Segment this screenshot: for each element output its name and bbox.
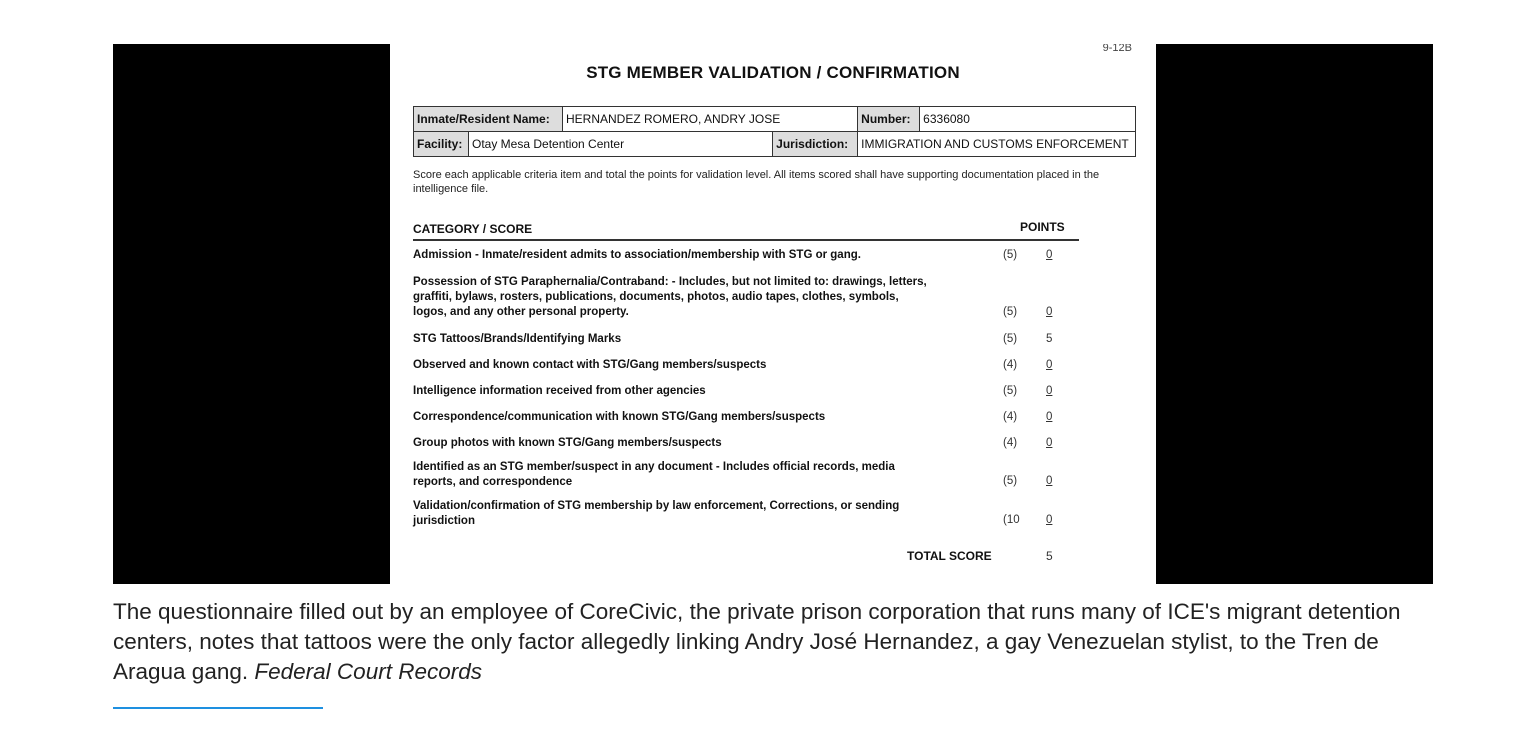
figure-image (113, 44, 1433, 584)
jurisdiction-value: IMMIGRATION AND CUSTOMS ENFORCEMENT (858, 132, 1136, 157)
criteria-score: 0 (1046, 359, 1053, 371)
criteria-score: 5 (1046, 333, 1053, 345)
number-label: Number: (858, 107, 920, 132)
facility-value: Otay Mesa Detention Center (472, 137, 625, 151)
criteria-row (413, 499, 1113, 530)
header-rule (413, 239, 1079, 241)
document-scan (390, 44, 1156, 584)
criteria-text: Possession of STG Paraphernalia/Contraband: - Includes, but not limited to: drawings, letters, graffiti, bylaws, rosters, publications, documents, photos, audio tapes, clothes, symbols, logos, and any other personal property. (413, 276, 927, 318)
faded-header-text (500, 44, 1060, 47)
document-title: STG MEMBER VALIDATION / CONFIRMATION (586, 63, 960, 82)
criteria-max-points: (5) (1003, 306, 1018, 318)
criteria-row (413, 275, 1113, 321)
criteria-row (413, 410, 1113, 426)
criteria-max-points: (4) (1003, 411, 1018, 423)
number-value: 6336080 (920, 107, 1136, 132)
instructions-text: Score each applicable criteria item and total the points for validation level. All items scored shall have supporting documentation placed in the intelligence file. (413, 169, 1100, 195)
name-label: Inmate/Resident Name: (414, 107, 563, 132)
criteria-text: Validation/confirmation of STG membership by law enforcement, Corrections, or sending jurisdiction (413, 500, 900, 527)
criteria-row (413, 384, 1113, 400)
criteria-score: 0 (1046, 437, 1053, 449)
photo-credit: Federal Court Records (254, 659, 482, 684)
criteria-row (413, 436, 1113, 452)
criteria-score: 0 (1046, 249, 1053, 261)
caption-accent-rule (113, 707, 323, 709)
criteria-max-points: (5) (1003, 385, 1018, 397)
criteria-row (413, 332, 1113, 348)
criteria-max-points: (10 (1003, 514, 1020, 526)
points-header: POINTS (1020, 220, 1065, 234)
image-caption (113, 597, 1433, 687)
criteria-max-points: (5) (1003, 249, 1018, 261)
criteria-row (413, 460, 1113, 491)
caption-text: The questionnaire filled out by an employee of CoreCivic, the private prison corporation that runs many of ICE's migrant detention centers, notes that tattoos were the only factor allegedly linking Andry José Hernandez, a gay Venezuelan stylist, to the Tren de Aragua gang. (113, 599, 1401, 684)
facility-label: Facility: (414, 132, 469, 156)
criteria-max-points: (4) (1003, 437, 1018, 449)
criteria-score: 0 (1046, 475, 1053, 487)
criteria-text: STG Tattoos/Brands/Identifying Marks (413, 333, 622, 345)
criteria-max-points: (5) (1003, 475, 1018, 487)
criteria-row (413, 358, 1113, 374)
criteria-text: Admission - Inmate/resident admits to association/membership with STG or gang. (413, 249, 861, 261)
criteria-text: Correspondence/communication with known STG/Gang members/suspects (413, 411, 826, 423)
total-score-value: 5 (1046, 549, 1053, 563)
criteria-text: Observed and known contact with STG/Gang members/suspects (413, 359, 767, 371)
form-code: 9-12B (1102, 44, 1132, 54)
criteria-row (413, 248, 1113, 264)
criteria-max-points: (5) (1003, 333, 1018, 345)
inmate-info-table (413, 106, 1136, 157)
criteria-text: Identified as an STG member/suspect in any document - Includes official records, media reports, and correspondence (413, 461, 895, 488)
criteria-score: 0 (1046, 514, 1053, 526)
criteria-max-points: (4) (1003, 359, 1018, 371)
criteria-text: Intelligence information received from other agencies (413, 385, 706, 397)
category-header: CATEGORY / SCORE (413, 222, 533, 236)
criteria-score: 0 (1046, 385, 1053, 397)
criteria-score: 0 (1046, 306, 1053, 318)
criteria-text: Group photos with known STG/Gang members/suspects (413, 437, 722, 449)
jurisdiction-label: Jurisdiction: (773, 132, 858, 157)
criteria-score: 0 (1046, 411, 1053, 423)
name-value: HERNANDEZ ROMERO, ANDRY JOSE (563, 107, 858, 132)
total-score-label: TOTAL SCORE (907, 549, 992, 563)
